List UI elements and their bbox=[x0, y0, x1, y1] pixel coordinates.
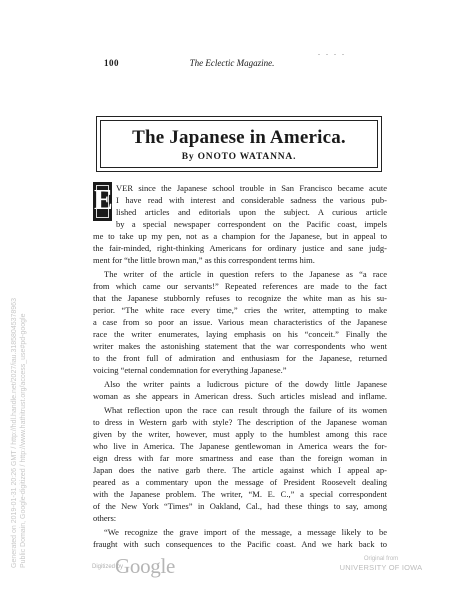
google-logo: Google bbox=[115, 554, 176, 578]
body-line: that the Japanese stubbornly refuses to recognize the white man as his su- bbox=[93, 293, 387, 303]
original-from-label: Original from bbox=[363, 556, 399, 562]
body-line: voicing “eternal condemnation for everything Japanese.” bbox=[93, 365, 287, 375]
title-box bbox=[96, 116, 382, 172]
body-line: from which came our servants!” Repeated references are made to the fact bbox=[93, 281, 387, 291]
body-line: woman as she appears in American dress. Such articles mislead and inflame. bbox=[93, 391, 387, 401]
body-line: writer makes the astonishing statement that the war correspondents who went bbox=[93, 341, 387, 351]
body-line: a case from so poor an issue. Various mean characteristics of the Japanese bbox=[93, 317, 387, 327]
body-line: Japan does the native garb there. The article against which I appeal ap- bbox=[93, 465, 387, 475]
body-line: to the front full of admiration and enthusiasm for the Japanese, returned bbox=[93, 353, 387, 363]
body-line: to dress in Western garb with style? The description of the Japanese woman bbox=[93, 417, 387, 427]
body-line: race the writer enumerates, laying emphasis on his “conceit.” Finally the bbox=[93, 329, 387, 339]
drop-cap-letter: E bbox=[94, 185, 113, 216]
body-line: the fair-minded, right-thinking Americans for ordinary justice and sane judg- bbox=[93, 243, 387, 253]
body-line: ment for “the little brown man,” as this correspondent terms him. bbox=[93, 255, 315, 265]
watermark-line-public-domain: Public Domain, Google-digitized / http://www.hathitrust.org/access_use#pd-google bbox=[20, 313, 27, 568]
article-byline: By ONOTO WATANNA. bbox=[181, 152, 297, 162]
body-line: lished articles and editorials upon the subject. A curious article bbox=[116, 207, 387, 217]
body-line: eign dress with far more smartness and ease than the foreign woman in bbox=[93, 453, 387, 463]
header-dots: . . . . bbox=[318, 48, 346, 57]
body-line: I have read with interest and considerable sadness the various pub- bbox=[116, 195, 387, 205]
watermark-line-generated: Generated on 2019-01-31 20:26 GMT / http://hdl.handle.net/2027/iau.31858045378963 bbox=[11, 298, 18, 568]
page-number: 100 bbox=[104, 58, 119, 68]
body-line: The writer of the article in question refers to the Japanese as “a race bbox=[104, 269, 387, 279]
body-line: others: bbox=[93, 513, 117, 523]
article-title: The Japanese in America. bbox=[132, 127, 346, 148]
body-line: What reflection upon the race can result through the failure of its women bbox=[104, 405, 387, 415]
drop-cap bbox=[93, 182, 112, 221]
body-line: with the Japanese problem. The writer, “M. E. C.,” a special correspondent bbox=[93, 489, 387, 499]
original-from-block bbox=[336, 555, 426, 573]
body-line: by a special newspaper correspondent on the Pacific coast, impels bbox=[116, 219, 387, 229]
body-line: given by the writer, however, must apply to the humblest among this race bbox=[93, 429, 387, 439]
running-title: The Eclectic Magazine. bbox=[189, 58, 275, 68]
body-line: of the New York “Times” in Oakland, Cal., had these things to say, among bbox=[93, 501, 387, 511]
side-watermark-text bbox=[10, 298, 28, 568]
body-line: me to take up my pen, not as a champion for the Japanese, but in appeal to bbox=[93, 231, 387, 241]
body-line: perior. “The white race every time,” cries the writer, attempting to make bbox=[93, 305, 387, 315]
digitized-by-label: Digitized by bbox=[92, 564, 124, 570]
body-line: who live in America. The Japanese gentlewoman in America wears the for- bbox=[93, 441, 387, 451]
body-line: peared as a commentary upon the message of President Roosevelt dealing bbox=[93, 477, 387, 487]
body-line: “We recognize the grave import of the message, a message likely to be bbox=[104, 527, 387, 537]
body-line: Also the writer paints a ludicrous picture of the dowdy little Japanese bbox=[104, 379, 387, 389]
university-name: UNIVERSITY OF IOWA bbox=[339, 563, 423, 572]
page-header bbox=[0, 48, 464, 72]
body-line: fraught with such consequences to the Pacific coast. And we hark back to bbox=[93, 539, 387, 549]
body-line: VER since the Japanese school trouble in San Francisco became acute bbox=[116, 183, 387, 193]
